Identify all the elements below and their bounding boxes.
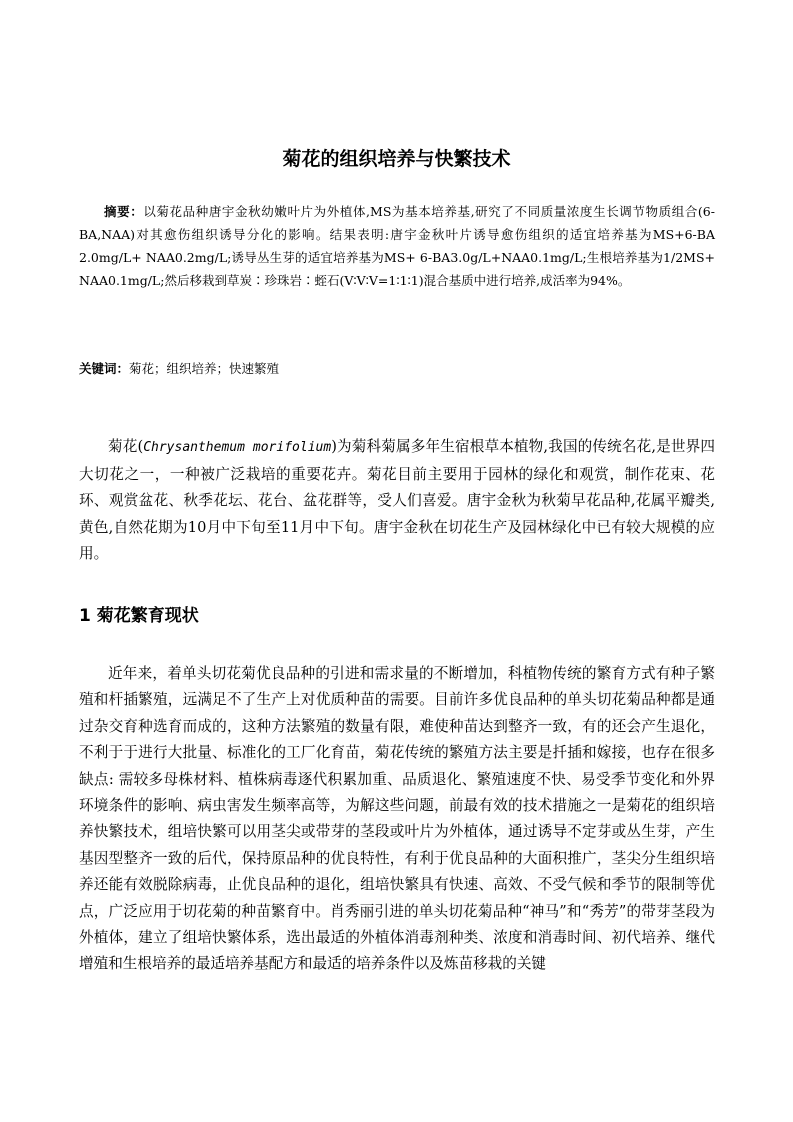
keywords-line [79, 358, 715, 380]
abstract-text: 以菊花品种唐宇金秋幼嫩叶片为外植体,MS为基本培养基,研究了不同质量浓度生长调节物质组合(6-BA,NAA)对其愈伤组织诱导分化的影响。结果表明:唐宇金秋叶片诱导愈伤组织的适宜培养基为MS+6-BA 2.0mg/L+ NAA0.2mg/L;诱导丛生芽的适宜培养基为MS+ 6-BA3.0g/L+NAA0.1mg/L;生根培养基为1/2MS+ NAA0.1mg/L;然后移栽到草炭∶珍珠岩∶蛭石(V∶V∶V=1∶1∶1)混合基质中进行培养,成活率为94%。 [79, 204, 715, 288]
keywords-label: 关键词： [79, 361, 130, 376]
abstract-label: 摘要： [104, 204, 144, 219]
document-title: 菊花的组织培养与快繁技术 [282, 148, 511, 170]
keywords-text: 菊花；组织培养；快速繁殖 [129, 361, 280, 376]
latin-name: Chrysanthemum morifolium [143, 440, 332, 455]
abstract-paragraph [79, 200, 715, 292]
section-heading: 1 菊花繁育现状 [79, 606, 199, 626]
intro-text-before: 菊花( [108, 438, 144, 455]
section-paragraph: 近年来，着单头切花菊优良品种的引进和需求量的不断增加，科植物传统的繁育方式有种子繁殖和杆插繁殖，远满足不了生产上对优质种苗的需要。目前许多优良品种的单头切花菊品种都是通过杂交育种选育而成的，这种方法繁殖的数量有限，难使种苗达到整齐一致，有的还会产生退化，不利于于进行大批量、标准化的工厂化育苗，菊花传统的繁殖方法主要是扦插和嫁接，也存在很多缺点: 需较多母株材料、植株病毒逐代积累加重、品质退化、繁殖速度不快、易受季节变化和外界环境条件的影响、病虫害发生频率高等，为解这些问题，前最有效的技术措施之一是菊花的组织培养快繁技术，组培快繁可以用茎尖或带芽的茎段或叶片为外植体，通过诱导不定芽或丛生芽，产生基因型整齐一致的后代，保持原品种的优良特性，有利于优良品种的大面积推广，茎尖分生组织培养还能有效脱除病毒，止优良品种的退化，组培快繁具有快速、高效、不受气候和季节的限制等优点，广泛应用于切花菊的种苗繁育中。肖秀丽引进的单头切花菊品种“神马”和“秀芳”的带芽茎段为外植体，建立了组培快繁体系，选出最适的外植体消毒剂种类、浓度和消毒时间、初代培养、继代增殖和生根培养的最适培养基配方和最适的培养条件以及炼苗移栽的关键 [79, 665, 715, 973]
intro-text-after: )为菊科菊属多年生宿根草本植物,我国的传统名花,是世界四大切花之一，一种被广泛栽培的重要花卉。菊花目前主要用于园林的绿化和观赏，制作花束、花环、观赏盆花、秋季花坛、花台、盆花群等，受人们喜爱。唐宇金秋为秋菊早花品种,花属平瓣类,黄色,自然花期为10月中下旬至11月中下旬。唐宇金秋在切花生产及园林绿化中已有较大规模的应用。 [79, 438, 715, 562]
intro-paragraph [79, 434, 715, 568]
